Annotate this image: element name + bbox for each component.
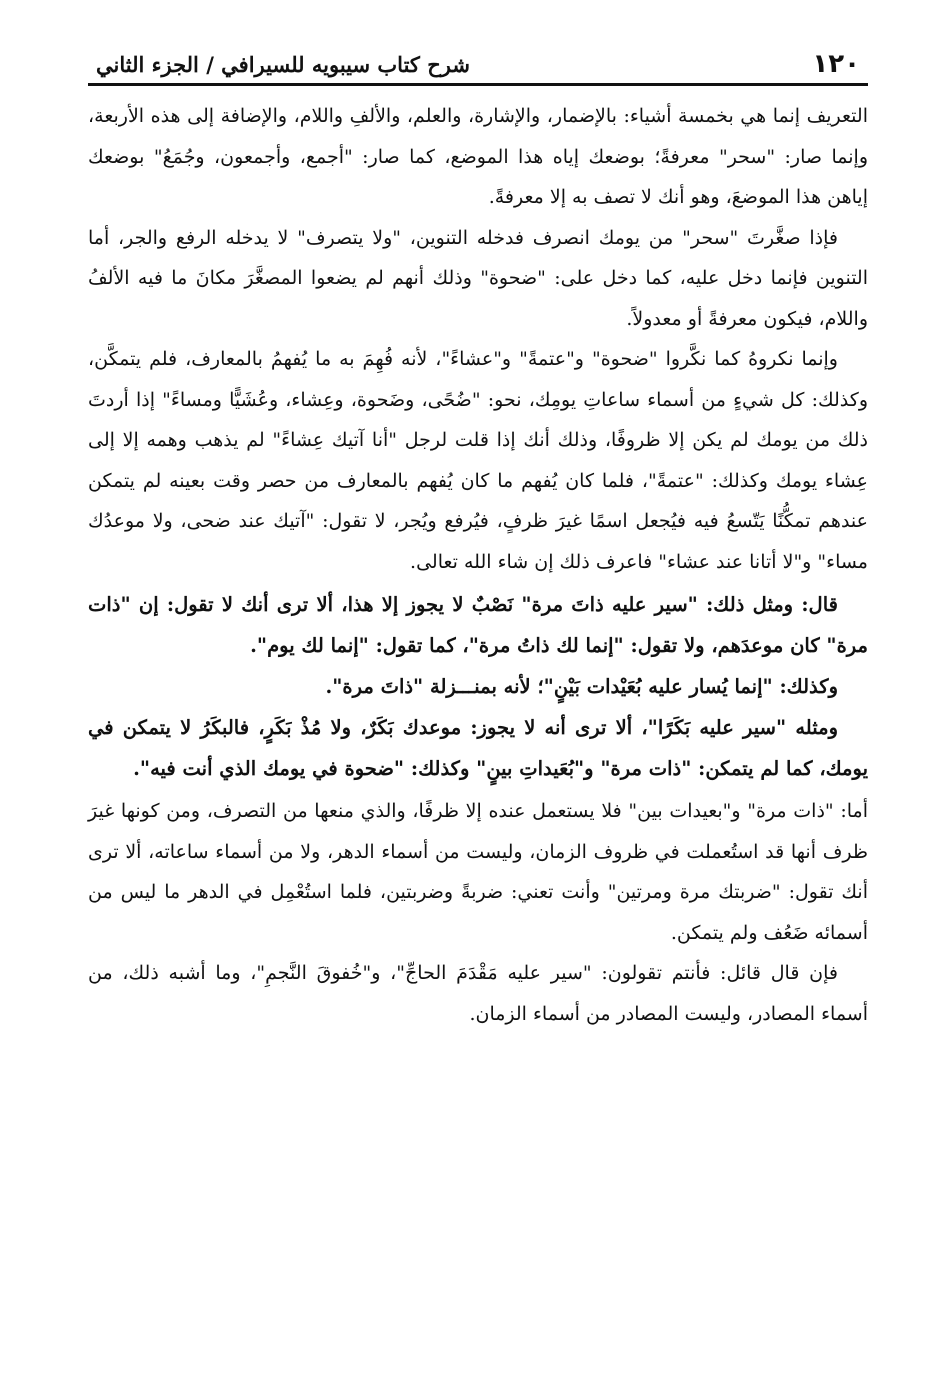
paragraph: أما: "ذات مرة" و"بعيدات بين" فلا يستعمل عنده إلا ظرفًا، والذي منعها من التصرف، ومن كونها غيرَ ظرف أنها قد استُعملت في ظروف الزمان، وليست من أسماء الدهر، ولا من أسماء ساعاته، ألا ترى أنك تقول: "ضربتك مرة ومرتين" وأنت تعني: ضربةً وضربتين، فلما استُعْمِل في الدهر ما ليس من أسمائه ضَعُف ولم يتمكن.: [88, 800, 868, 944]
paragraph: فإذا صغَّرتَ "سحر" من يومك انصرف فدخله التنوين، "ولا يتصرف" لا يدخله الرفع والجر، أما التنوين فإنما دخل عليه، كما دخل على: "ضحوة" وذلك أنهم لم يضعوا المصغَّرَ مكانَ ما فيه الألفُ واللام، فيكون معرفةً أو معدولاً.: [88, 226, 868, 330]
paragraph: وإنما نكروهُ كما نكَّروا "ضحوة" و"عتمةً" و"عشاءً"، لأنه فُهِمَ به ما يُفهمُ بالمعارف، فلم يتمكَّن، وكذلك: كل شيءٍ من أسماء ساعاتِ يومِك، نحو: "ضُحًى، وضَحوة، وعِشاء، وعُشَيًّا ومساءً" إذا أردتَ ذلك من يومك لم يكن إلا ظروفًا، وذلك أنك إذا قلت لرجل "أنا آتيك عِشاءً" لم يذهب وهمه إلا إلى عِشاء يومك وكذلك: "عتمةً"، فلما كان يُفهم ما كان يُفهم بالمعارف من حصر وقت بعينه لم يتمكن عندهم تمكُّنًا يَتّسعُ فيه فيُجعل اسمًا غيرَ ظرفٍ، فيُرفع ويُجر، لا تقول: "آتيك عند ضحى، ولا موعدُك مساء" و"لا أتانا عند عشاء" فاعرف ذلك إن شاء الله تعالى.: [88, 348, 868, 573]
book-page: [88, 30, 868, 1034]
quoted-paragraph: ومثله "سير عليه بَكَرًا"، ألا ترى أنه لا يجوز: موعدك بَكَرٌ، ولا مُذْ بَكَرٍ، فالبكَرُ لا يتمكن في يومك، كما لم يتمكن: "ذات مرة" و"بُعَيداتِ بينٍ" وكذلك: "ضحوة في يومك الذي أنت فيه".: [88, 716, 868, 780]
paragraph: التعريف إنما هي بخمسة أشياء: بالإضمار، والإشارة، والعلم، والألفِ واللام، والإضافة إلى هذه الأربعة، وإنما صار: "سحر" معرفةً؛ بوضعك إياه هذا الموضع، كما صار: "أجمع، وأجمعون، وجُمَعُ" بوضعك إياهن هذا الموضعَ، وهو أنك لا تصف به إلا معرفةً.: [88, 105, 868, 208]
page-header: [88, 30, 868, 86]
paragraph: فإن قال قائل: فأنتم تقولون: "سير عليه مَقْدَمَ الحاجِّ"، و"خُفوقَ النَّجمِ"، وما أشبه ذلك، من أسماء المصادر، وليست المصادر من أسماء الزمان.: [88, 962, 868, 1025]
page-body: [88, 96, 868, 1034]
quoted-paragraph: وكذلك: "إنما يُسار عليه بُعَيْدات بَيْنٍ"؛ لأنه بمنـــزلة "ذاتَ مرة".: [325, 675, 838, 698]
running-title: شرح كتاب سيبويه للسيرافي / الجزء الثاني: [96, 52, 470, 77]
page-number: ١٢٠: [812, 49, 860, 79]
quoted-paragraph: قال: ومثل ذلك: "سير عليه ذاتَ مرة" نَصْبٌ لا يجوز إلا هذا، ألا ترى أنك لا تقول: إن "ذات مرة" كان موعدَهم، ولا تقول: "إنما لك ذاتُ مرة"، كما تقول: "إنما لك يوم".: [88, 593, 868, 657]
